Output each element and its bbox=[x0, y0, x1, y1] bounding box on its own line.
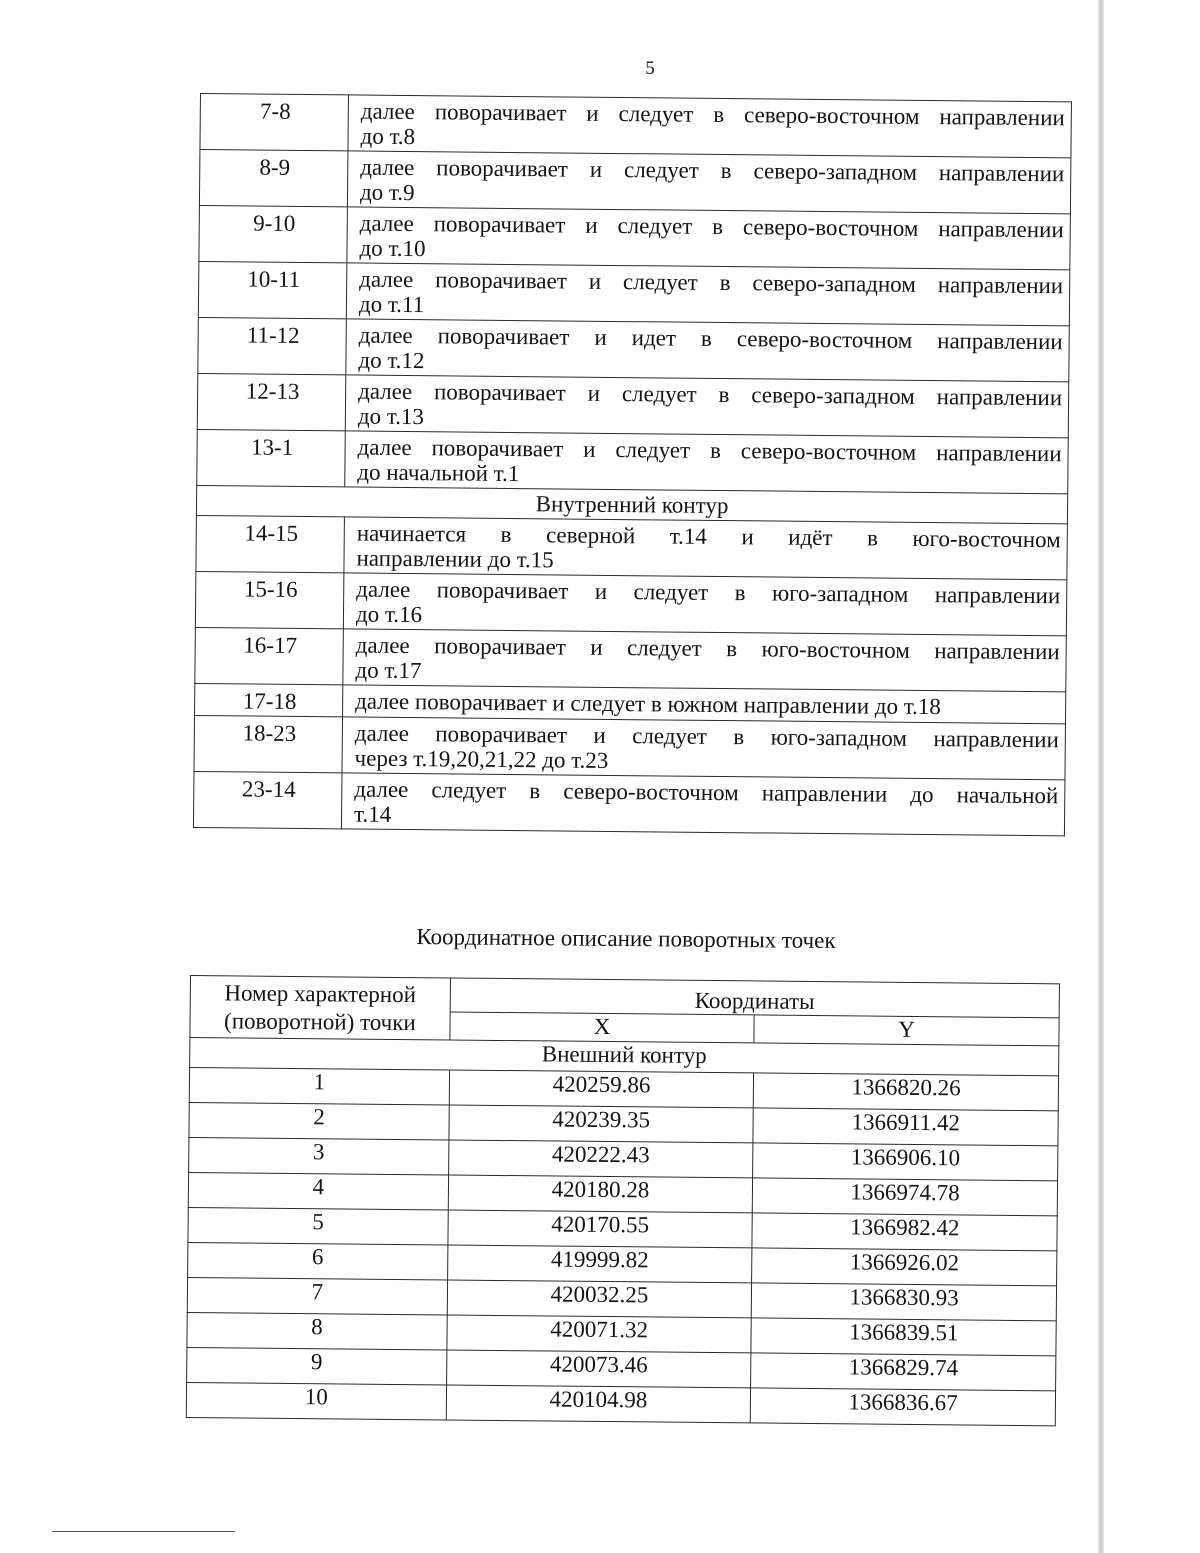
x-header: X bbox=[450, 1012, 755, 1043]
point-number: 9 bbox=[187, 1347, 447, 1384]
description-tail: через т.19,20,21,22 до т.23 bbox=[354, 745, 609, 773]
x-value: 420073.46 bbox=[446, 1350, 751, 1388]
description-cell bbox=[343, 573, 1067, 636]
table-row bbox=[199, 205, 1070, 269]
description-cell bbox=[341, 773, 1065, 836]
x-value: 420239.35 bbox=[449, 1105, 754, 1143]
inner-contour-title: Внутренний контур bbox=[196, 485, 1067, 523]
point-number: 4 bbox=[188, 1172, 448, 1209]
point-number: 2 bbox=[189, 1102, 449, 1139]
point-number: 7 bbox=[187, 1277, 447, 1314]
description-cell bbox=[348, 95, 1072, 158]
description-cell bbox=[346, 263, 1070, 326]
point-number-header: Номер характерной (поворотной) точки bbox=[190, 976, 450, 1040]
segment-cell: 23-14 bbox=[193, 771, 342, 828]
description-tail: т.14 bbox=[353, 801, 392, 827]
coordinates-header: Координаты bbox=[450, 978, 1060, 1018]
table-row bbox=[193, 771, 1064, 835]
description-cell bbox=[346, 319, 1070, 382]
description-cell bbox=[347, 151, 1071, 214]
segment-cell: 17-18 bbox=[195, 683, 343, 716]
y-value: 1366906.10 bbox=[753, 1143, 1058, 1181]
y-value: 1366829.74 bbox=[751, 1353, 1056, 1391]
table-row bbox=[199, 150, 1070, 214]
point-number: 10 bbox=[186, 1382, 446, 1419]
x-value: 420104.98 bbox=[446, 1385, 751, 1423]
x-value: 420071.32 bbox=[447, 1315, 752, 1353]
y-value: 1366820.26 bbox=[754, 1073, 1059, 1111]
description-tail: до т.10 bbox=[359, 235, 426, 262]
description-line: далее поворачивает и следует в южном направлении до т.18 bbox=[355, 688, 941, 720]
segment-cell: 8-9 bbox=[199, 150, 348, 207]
description-tail: до т.16 bbox=[355, 601, 423, 628]
table-row bbox=[195, 571, 1066, 635]
x-value: 419999.82 bbox=[447, 1245, 752, 1283]
description-line: далее поворачивает и следует в северо-восточном направлении bbox=[359, 210, 1064, 243]
table-row bbox=[194, 715, 1065, 779]
description-tail: до начальной т.1 bbox=[357, 459, 520, 487]
description-line: далее поворачивает и следует в юго-восточном направлении bbox=[355, 632, 1060, 665]
description-cell bbox=[345, 431, 1069, 494]
point-number: 8 bbox=[187, 1312, 447, 1349]
description-cell bbox=[345, 375, 1069, 438]
table-row bbox=[200, 94, 1071, 158]
table-row bbox=[197, 429, 1068, 493]
segment-cell: 9-10 bbox=[199, 205, 348, 262]
x-value: 420170.55 bbox=[448, 1210, 753, 1248]
description-tail: до т.13 bbox=[357, 403, 425, 430]
point-number: 1 bbox=[189, 1068, 449, 1105]
route-description-table bbox=[193, 93, 1072, 836]
table-row bbox=[197, 373, 1068, 437]
description-line: далее поворачивает и следует в северо-восточном направлении bbox=[357, 434, 1062, 467]
y-value: 1366911.42 bbox=[753, 1108, 1058, 1146]
table-row bbox=[198, 317, 1069, 381]
coordinates-heading: Координатное описание поворотных точек bbox=[416, 923, 836, 954]
y-value: 1366982.42 bbox=[752, 1213, 1057, 1251]
y-value: 1366974.78 bbox=[753, 1178, 1058, 1216]
description-line: далее поворачивает и следует в юго-западном направлении bbox=[356, 576, 1061, 609]
header-row bbox=[190, 976, 1059, 1018]
x-value: 420032.25 bbox=[447, 1280, 752, 1318]
segment-cell: 16-17 bbox=[195, 627, 344, 684]
description-tail: до т.12 bbox=[358, 347, 425, 374]
y-value: 1366836.67 bbox=[751, 1388, 1056, 1426]
y-value: 1366839.51 bbox=[751, 1318, 1056, 1356]
description-cell bbox=[342, 717, 1066, 780]
y-header: Y bbox=[754, 1015, 1059, 1046]
table-row bbox=[195, 627, 1066, 691]
coordinates-table-wrap bbox=[186, 975, 1060, 1426]
table-row bbox=[196, 515, 1067, 579]
y-value: 1366830.93 bbox=[752, 1283, 1057, 1321]
y-value: 1366926.02 bbox=[752, 1248, 1057, 1286]
segment-cell: 14-15 bbox=[196, 515, 345, 572]
description-cell bbox=[343, 629, 1067, 692]
description-line: далее поворачивает и следует в северо-восточном направлении bbox=[360, 98, 1065, 131]
page-number: 5 bbox=[645, 58, 655, 79]
description-line: далее поворачивает и следует в северо-западном направлении bbox=[359, 266, 1064, 299]
point-number: 5 bbox=[188, 1207, 448, 1244]
x-value: 420259.86 bbox=[449, 1070, 754, 1108]
description-cell bbox=[347, 207, 1071, 270]
segment-cell: 15-16 bbox=[195, 571, 344, 628]
segment-cell: 7-8 bbox=[200, 94, 349, 151]
table-row bbox=[198, 261, 1069, 325]
description-tail: направлении до т.15 bbox=[356, 545, 554, 573]
description-line: далее следует в северо-восточном направлении до начальной bbox=[354, 776, 1059, 809]
description-tail: до т.17 bbox=[355, 657, 422, 684]
segment-cell: 13-1 bbox=[197, 429, 346, 486]
footnote-rule bbox=[52, 1531, 235, 1532]
segment-cell: 12-13 bbox=[197, 373, 346, 430]
description-line: далее поворачивает и идет в северо-восточном направлении bbox=[358, 322, 1063, 355]
description-line: далее поворачивает и следует в северо-западном направлении bbox=[360, 154, 1065, 187]
description-tail: до т.11 bbox=[358, 291, 425, 318]
segment-cell: 18-23 bbox=[194, 715, 343, 772]
scan-margin-line bbox=[1098, 0, 1104, 1553]
x-value: 420180.28 bbox=[448, 1175, 753, 1213]
description-line: начинается в северной т.14 и идёт в юго-восточном bbox=[356, 520, 1061, 553]
description-line: далее поворачивает и следует в юго-западном направлении bbox=[354, 720, 1059, 753]
segment-cell: 11-12 bbox=[198, 317, 347, 374]
outer-contour-title: Внешний контур bbox=[190, 1038, 1059, 1076]
coordinates-table bbox=[186, 975, 1060, 1426]
description-cell bbox=[344, 517, 1068, 580]
table-row bbox=[186, 1382, 1055, 1425]
point-number: 6 bbox=[188, 1242, 448, 1279]
description-tail: до т.8 bbox=[360, 123, 416, 150]
segment-cell: 10-11 bbox=[198, 261, 347, 318]
route-table bbox=[193, 93, 1072, 836]
description-tail: до т.9 bbox=[359, 179, 415, 206]
point-number: 3 bbox=[189, 1137, 449, 1174]
description-line: далее поворачивает и следует в северо-западном направлении bbox=[358, 378, 1063, 411]
x-value: 420222.43 bbox=[448, 1140, 753, 1178]
